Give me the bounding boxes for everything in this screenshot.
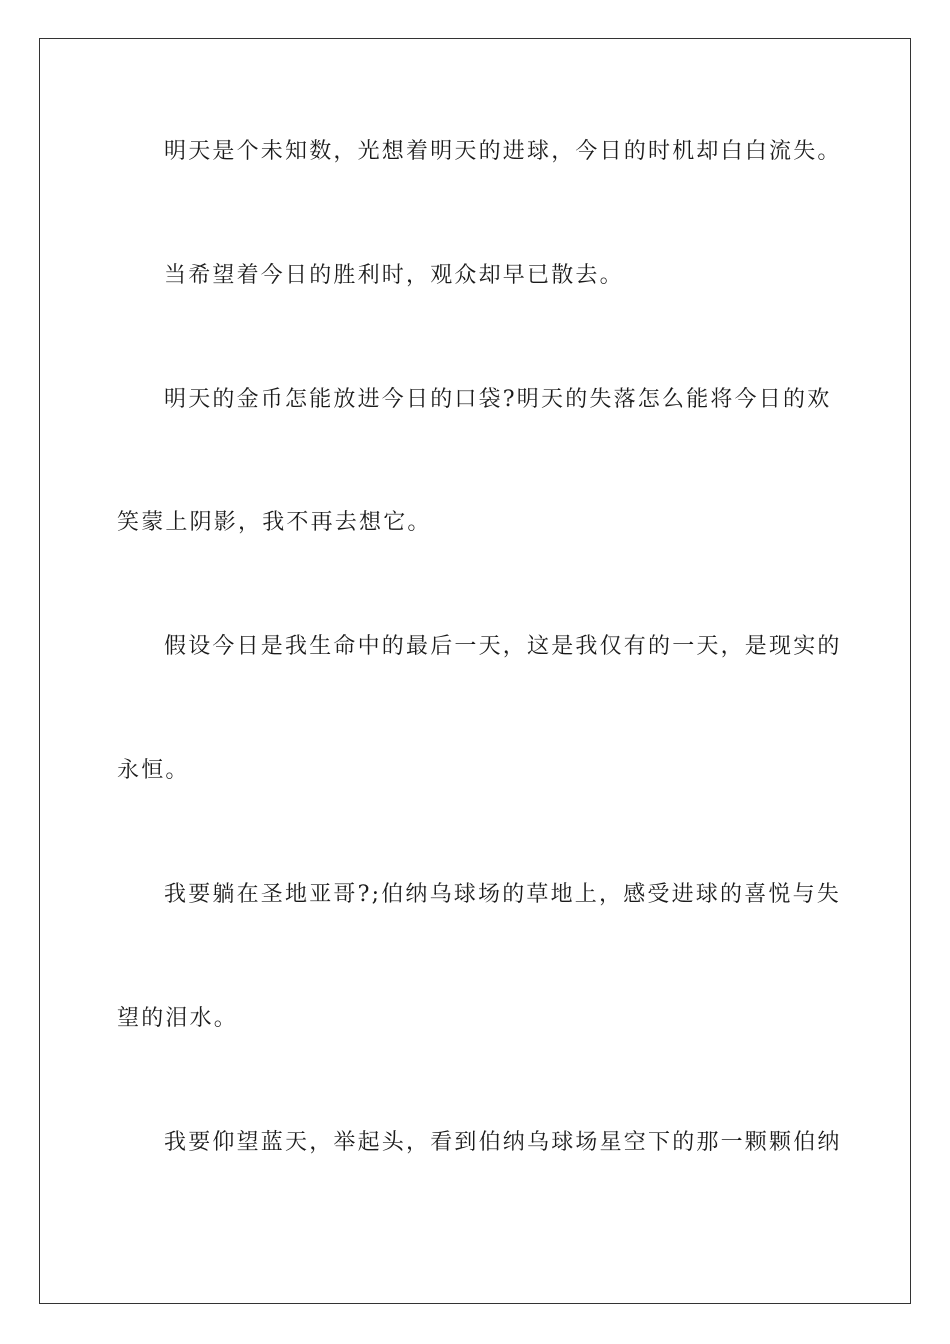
paragraph-line-9: 我要仰望蓝天，举起头，看到伯纳乌球场星空下的那一颗颗伯纳	[164, 1130, 842, 1155]
paragraph-line-7: 我要躺在圣地亚哥?;伯纳乌球场的草地上，感受进球的喜悦与失	[164, 882, 842, 907]
page-border	[39, 38, 911, 1304]
paragraph-line-5: 假设今日是我生命中的最后一天，这是我仅有的一天，是现实的	[164, 634, 842, 659]
paragraph-line-6: 永恒。	[117, 758, 190, 783]
paragraph-line-2: 当希望着今日的胜利时，观众却早已散去。	[164, 263, 624, 288]
paragraph-line-1: 明天是个未知数，光想着明天的进球，今日的时机却白白流失。	[164, 139, 842, 164]
paragraph-line-8: 望的泪水。	[117, 1006, 239, 1031]
paragraph-line-3: 明天的金币怎能放进今日的口袋?明天的失落怎么能将今日的欢	[164, 387, 832, 412]
paragraph-line-4: 笑蒙上阴影，我不再去想它。	[117, 510, 432, 535]
